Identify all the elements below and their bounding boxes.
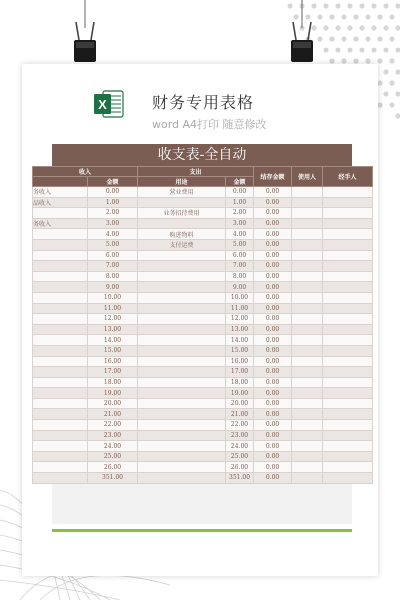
user-cell — [292, 356, 323, 367]
expense-purpose-cell — [138, 282, 226, 293]
income-amount-cell: 13.00 — [88, 324, 138, 335]
expense-purpose-cell: 支付运费 — [138, 239, 226, 250]
income-item-cell: 品收入 — [33, 197, 88, 208]
income-item-cell — [33, 345, 88, 356]
income-amount-cell: 24.00 — [88, 441, 138, 452]
table-row — [33, 271, 373, 282]
income-item-cell — [33, 420, 88, 431]
table-row — [33, 208, 373, 219]
svg-text:X: X — [98, 97, 107, 112]
table-row — [33, 314, 373, 325]
user-cell — [292, 187, 323, 198]
balance-cell: 0.00 — [254, 462, 292, 473]
expense-purpose-cell — [138, 324, 226, 335]
income-item-cell — [33, 388, 88, 399]
balance-cell: 0.00 — [254, 324, 292, 335]
income-item-cell — [33, 409, 88, 420]
handler-cell — [323, 335, 373, 346]
expense-amount-cell: 15.00 — [226, 345, 254, 356]
expense-amount-cell: 24.00 — [226, 441, 254, 452]
balance-cell: 0.00 — [254, 451, 292, 462]
balance-cell: 0.00 — [254, 335, 292, 346]
user-cell — [292, 250, 323, 261]
handler-cell — [323, 473, 373, 484]
expense-amount-cell: 14.00 — [226, 335, 254, 346]
ledger-table — [32, 166, 373, 484]
balance-cell: 0.00 — [254, 420, 292, 431]
handler-cell — [323, 282, 373, 293]
user-header: 使用人 — [292, 167, 323, 187]
handler-cell — [323, 377, 373, 388]
expense-amount-cell: 16.00 — [226, 356, 254, 367]
balance-cell: 0.00 — [254, 239, 292, 250]
balance-cell: 0.00 — [254, 367, 292, 378]
income-amount-cell: 22.00 — [88, 420, 138, 431]
table-row — [33, 324, 373, 335]
handler-cell — [323, 367, 373, 378]
expense-purpose-cell: 营业费用 — [138, 187, 226, 198]
expense-group-header: 支出 — [138, 167, 254, 177]
user-cell — [292, 367, 323, 378]
user-cell — [292, 197, 323, 208]
income-amount-cell: 14.00 — [88, 335, 138, 346]
expense-amount-cell: 21.00 — [226, 409, 254, 420]
user-cell — [292, 398, 323, 409]
income-item-cell — [33, 473, 88, 484]
user-cell — [292, 430, 323, 441]
handler-cell — [323, 345, 373, 356]
handler-cell — [323, 409, 373, 420]
expense-amount-cell: 8.00 — [226, 271, 254, 282]
user-cell — [292, 303, 323, 314]
income-item-cell — [33, 261, 88, 272]
table-row — [33, 282, 373, 293]
expense-purpose-cell — [138, 250, 226, 261]
income-amount-header: 金额 — [88, 177, 138, 187]
balance-cell: 0.00 — [254, 441, 292, 452]
expense-purpose-cell — [138, 197, 226, 208]
user-cell — [292, 377, 323, 388]
balance-cell: 0.00 — [254, 292, 292, 303]
handler-cell — [323, 229, 373, 240]
expense-purpose-cell — [138, 345, 226, 356]
income-item-cell — [33, 367, 88, 378]
income-item-cell — [33, 462, 88, 473]
handler-cell — [323, 420, 373, 431]
table-row — [33, 292, 373, 303]
handler-cell — [323, 271, 373, 282]
income-item-cell — [33, 303, 88, 314]
binder-clip-icon — [70, 0, 100, 70]
user-cell — [292, 473, 323, 484]
handler-cell — [323, 292, 373, 303]
table-row — [33, 441, 373, 452]
expense-amount-cell: 3.00 — [226, 218, 254, 229]
user-cell — [292, 314, 323, 325]
expense-purpose-cell — [138, 303, 226, 314]
income-item-cell — [33, 250, 88, 261]
user-cell — [292, 441, 323, 452]
balance-cell: 0.00 — [254, 473, 292, 484]
expense-purpose-cell — [138, 430, 226, 441]
income-amount-cell: 351.00 — [88, 473, 138, 484]
income-item-cell — [33, 314, 88, 325]
income-item-cell — [33, 441, 88, 452]
expense-amount-cell: 19.00 — [226, 388, 254, 399]
user-cell — [292, 292, 323, 303]
balance-cell: 0.00 — [254, 303, 292, 314]
expense-purpose-cell — [138, 462, 226, 473]
balance-cell: 0.00 — [254, 229, 292, 240]
table-row — [33, 398, 373, 409]
expense-purpose-cell — [138, 377, 226, 388]
income-item-cell — [33, 398, 88, 409]
table-row — [33, 473, 373, 484]
expense-purpose-cell — [138, 271, 226, 282]
user-cell — [292, 388, 323, 399]
user-cell — [292, 239, 323, 250]
income-item-cell — [33, 282, 88, 293]
table-row — [33, 187, 373, 198]
user-cell — [292, 229, 323, 240]
handler-cell — [323, 441, 373, 452]
income-item-cell — [33, 292, 88, 303]
expense-purpose-cell: 购进物料 — [138, 229, 226, 240]
balance-cell: 0.00 — [254, 250, 292, 261]
expense-purpose-cell — [138, 367, 226, 378]
expense-amount-cell: 26.00 — [226, 462, 254, 473]
income-amount-cell: 15.00 — [88, 345, 138, 356]
income-item-cell — [33, 430, 88, 441]
excel-icon — [93, 88, 125, 120]
income-amount-cell: 20.00 — [88, 398, 138, 409]
income-amount-cell: 21.00 — [88, 409, 138, 420]
user-cell — [292, 208, 323, 219]
document-title: 财务专用表格 — [152, 93, 255, 112]
handler-cell — [323, 303, 373, 314]
income-group-header: 收入 — [33, 167, 138, 177]
table-row — [33, 409, 373, 420]
table-row — [33, 197, 373, 208]
table-row — [33, 420, 373, 431]
expense-amount-cell: 25.00 — [226, 451, 254, 462]
handler-cell — [323, 430, 373, 441]
balance-cell: 0.00 — [254, 282, 292, 293]
expense-amount-cell: 20.00 — [226, 398, 254, 409]
balance-cell: 0.00 — [254, 356, 292, 367]
expense-purpose-cell — [138, 218, 226, 229]
expense-amount-cell: 18.00 — [226, 377, 254, 388]
income-item-cell — [33, 356, 88, 367]
table-row — [33, 377, 373, 388]
income-item-cell: 务收入 — [33, 218, 88, 229]
table-row — [33, 345, 373, 356]
income-amount-cell: 4.00 — [88, 229, 138, 240]
table-row — [33, 250, 373, 261]
table-row — [33, 356, 373, 367]
expense-purpose-cell — [138, 409, 226, 420]
user-cell — [292, 345, 323, 356]
user-cell — [292, 420, 323, 431]
expense-purpose-cell: 业务招待费用 — [138, 208, 226, 219]
expense-purpose-cell — [138, 420, 226, 431]
user-cell — [292, 335, 323, 346]
expense-amount-cell: 13.00 — [226, 324, 254, 335]
handler-cell — [323, 250, 373, 261]
handler-cell — [323, 462, 373, 473]
expense-purpose-header: 用途 — [138, 177, 226, 187]
balance-cell: 0.00 — [254, 271, 292, 282]
handler-cell — [323, 356, 373, 367]
expense-amount-cell: 351.00 — [226, 473, 254, 484]
income-amount-cell: 3.00 — [88, 218, 138, 229]
handler-cell — [323, 218, 373, 229]
balance-cell: 0.00 — [254, 430, 292, 441]
expense-amount-cell: 5.00 — [226, 239, 254, 250]
footer-accent-line — [52, 529, 352, 532]
income-item-cell — [33, 239, 88, 250]
income-item-cell — [33, 271, 88, 282]
expense-amount-cell: 22.00 — [226, 420, 254, 431]
balance-cell: 0.00 — [254, 398, 292, 409]
expense-amount-cell: 12.00 — [226, 314, 254, 325]
table-row — [33, 462, 373, 473]
expense-amount-cell: 7.00 — [226, 261, 254, 272]
spreadsheet-preview — [33, 144, 357, 524]
income-amount-cell: 7.00 — [88, 261, 138, 272]
income-amount-cell: 0.00 — [88, 187, 138, 198]
expense-amount-cell: 0.00 — [226, 187, 254, 198]
income-amount-cell: 19.00 — [88, 388, 138, 399]
table-row — [33, 388, 373, 399]
income-amount-cell: 11.00 — [88, 303, 138, 314]
expense-purpose-cell — [138, 356, 226, 367]
income-item-cell — [33, 229, 88, 240]
income-item-cell — [33, 451, 88, 462]
expense-purpose-cell — [138, 261, 226, 272]
user-cell — [292, 218, 323, 229]
income-amount-cell: 18.00 — [88, 377, 138, 388]
income-amount-cell: 23.00 — [88, 430, 138, 441]
income-item-header — [33, 177, 88, 187]
user-cell — [292, 271, 323, 282]
handler-cell — [323, 197, 373, 208]
expense-amount-cell: 6.00 — [226, 250, 254, 261]
income-amount-cell: 26.00 — [88, 462, 138, 473]
handler-cell — [323, 314, 373, 325]
income-amount-cell: 5.00 — [88, 239, 138, 250]
income-amount-cell: 17.00 — [88, 367, 138, 378]
handler-cell — [323, 451, 373, 462]
binder-clip-icon — [287, 0, 317, 70]
income-amount-cell: 9.00 — [88, 282, 138, 293]
expense-amount-cell: 4.00 — [226, 229, 254, 240]
user-cell — [292, 409, 323, 420]
group-header-row — [33, 167, 373, 177]
handler-cell — [323, 324, 373, 335]
expense-purpose-cell — [138, 388, 226, 399]
expense-purpose-cell — [138, 451, 226, 462]
balance-cell: 0.00 — [254, 187, 292, 198]
user-cell — [292, 261, 323, 272]
income-item-cell — [33, 335, 88, 346]
user-cell — [292, 324, 323, 335]
income-amount-cell: 12.00 — [88, 314, 138, 325]
expense-amount-cell: 11.00 — [226, 303, 254, 314]
balance-cell: 0.00 — [254, 261, 292, 272]
expense-purpose-cell — [138, 398, 226, 409]
table-row — [33, 239, 373, 250]
table-row — [33, 303, 373, 314]
handler-cell — [323, 388, 373, 399]
expense-amount-header: 金额 — [226, 177, 254, 187]
balance-cell: 0.00 — [254, 388, 292, 399]
income-item-cell — [33, 324, 88, 335]
table-row — [33, 261, 373, 272]
handler-cell — [323, 208, 373, 219]
user-cell — [292, 451, 323, 462]
income-amount-cell: 8.00 — [88, 271, 138, 282]
income-amount-cell: 16.00 — [88, 356, 138, 367]
handler-cell — [323, 261, 373, 272]
table-row — [33, 229, 373, 240]
income-amount-cell: 6.00 — [88, 250, 138, 261]
expense-amount-cell: 9.00 — [226, 282, 254, 293]
table-row — [33, 430, 373, 441]
expense-amount-cell: 1.00 — [226, 197, 254, 208]
balance-cell: 0.00 — [254, 197, 292, 208]
table-row — [33, 335, 373, 346]
balance-cell: 0.00 — [254, 409, 292, 420]
handler-header: 经手人 — [323, 167, 373, 187]
user-cell — [292, 462, 323, 473]
handler-cell — [323, 187, 373, 198]
income-amount-cell: 1.00 — [88, 197, 138, 208]
table-row — [33, 218, 373, 229]
table-row — [33, 451, 373, 462]
balance-cell: 0.00 — [254, 208, 292, 219]
table-row — [33, 367, 373, 378]
expense-purpose-cell — [138, 473, 226, 484]
balance-cell: 0.00 — [254, 345, 292, 356]
balance-cell: 0.00 — [254, 377, 292, 388]
income-item-cell — [33, 208, 88, 219]
expense-amount-cell: 2.00 — [226, 208, 254, 219]
expense-purpose-cell — [138, 292, 226, 303]
expense-amount-cell: 10.00 — [226, 292, 254, 303]
user-cell — [292, 282, 323, 293]
document-header — [22, 64, 378, 140]
handler-cell — [323, 398, 373, 409]
document-card — [22, 64, 378, 576]
handler-cell — [323, 239, 373, 250]
balance-header: 结存金额 — [254, 167, 292, 187]
expense-purpose-cell — [138, 314, 226, 325]
sheet-title: 收支表-全自动 — [52, 144, 352, 166]
balance-cell: 0.00 — [254, 314, 292, 325]
income-item-cell — [33, 377, 88, 388]
expense-amount-cell: 23.00 — [226, 430, 254, 441]
income-amount-cell: 10.00 — [88, 292, 138, 303]
balance-cell: 0.00 — [254, 218, 292, 229]
income-amount-cell: 25.00 — [88, 451, 138, 462]
income-amount-cell: 2.00 — [88, 208, 138, 219]
expense-purpose-cell — [138, 335, 226, 346]
document-subtitle: word A4打印 随意修改 — [152, 118, 267, 131]
income-item-cell: 务收入 — [33, 187, 88, 198]
expense-purpose-cell — [138, 441, 226, 452]
expense-amount-cell: 17.00 — [226, 367, 254, 378]
